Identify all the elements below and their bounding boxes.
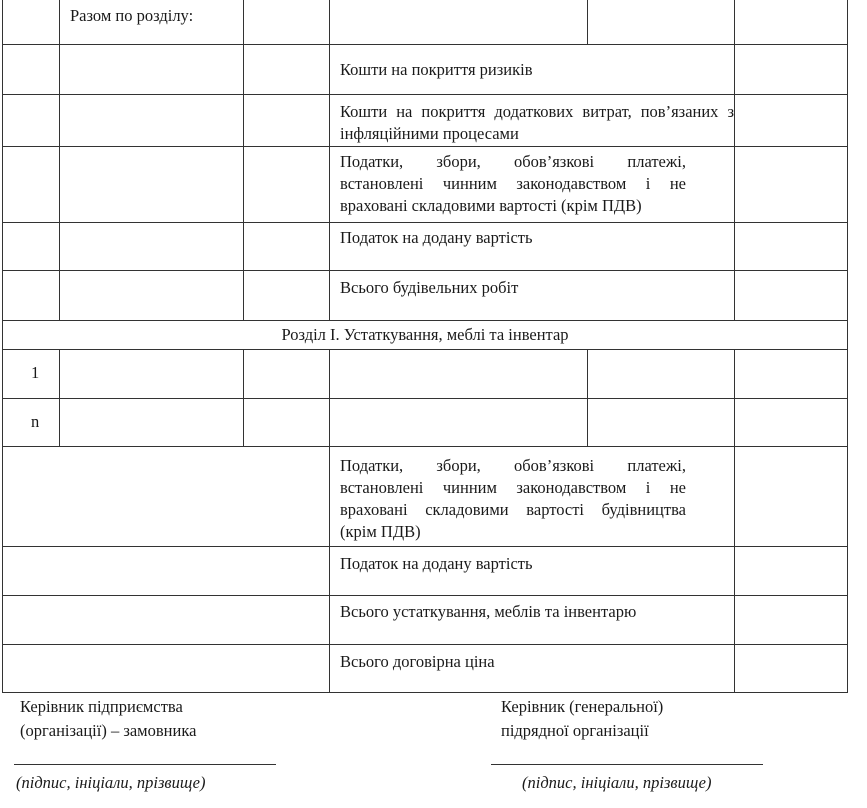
contractor-title-line1: Керівник (генеральної) xyxy=(501,697,664,716)
table-row xyxy=(3,0,848,45)
row-label: Кошти на покриття додаткових витрат, пов’язаних з інфляційними процесами xyxy=(340,102,734,143)
contractor-title-line2: підрядної організації xyxy=(501,721,649,740)
customer-title-line2: (організації) – замовника xyxy=(20,721,197,740)
table-row xyxy=(3,147,848,223)
row-label: Податки, збори, обов’язкові платежі, встановлені чинним законодавством і не враховані складовими вартості (крім ПДВ) xyxy=(340,152,686,215)
estimate-table xyxy=(2,0,848,693)
table-row xyxy=(3,95,848,147)
row-label: Податок на додану вартість xyxy=(340,554,533,573)
contractor-signature-title xyxy=(501,695,663,743)
item-number: 1 xyxy=(31,363,40,382)
section-title: Розділ І. Устаткування, меблі та інвентар xyxy=(281,325,569,344)
table-row xyxy=(3,223,848,271)
customer-title-line1: Керівник підприємства xyxy=(20,697,183,716)
row-label: Кошти на покриття ризиків xyxy=(340,60,533,79)
row-label: Податки, збори, обов’язкові платежі, встановлені чинним законодавством і не враховані складовими вартості будівництва (крім ПДВ) xyxy=(340,456,686,541)
contractor-signature-line xyxy=(491,764,763,765)
subtotal-label: Разом по розділу: xyxy=(70,6,194,25)
table-row xyxy=(3,547,848,596)
table-row xyxy=(3,399,848,447)
contractor-signature-caption: (підпис, ініціали, прізвище) xyxy=(522,773,712,792)
row-label: Всього будівельних робіт xyxy=(340,278,519,297)
table-row xyxy=(3,350,848,399)
section-header-row xyxy=(3,321,848,350)
customer-signature-title xyxy=(20,695,196,743)
item-number: n xyxy=(31,412,40,431)
table-row xyxy=(3,45,848,95)
table-row xyxy=(3,645,848,693)
row-label: Всього договірна ціна xyxy=(340,652,495,671)
table-row xyxy=(3,596,848,645)
table-row xyxy=(3,447,848,547)
row-label: Всього устаткування, меблів та інвентарю xyxy=(340,602,637,621)
customer-signature-line xyxy=(14,764,276,765)
customer-signature-caption: (підпис, ініціали, прізвище) xyxy=(16,773,206,792)
table-row xyxy=(3,271,848,321)
row-label: Податок на додану вартість xyxy=(340,228,533,247)
